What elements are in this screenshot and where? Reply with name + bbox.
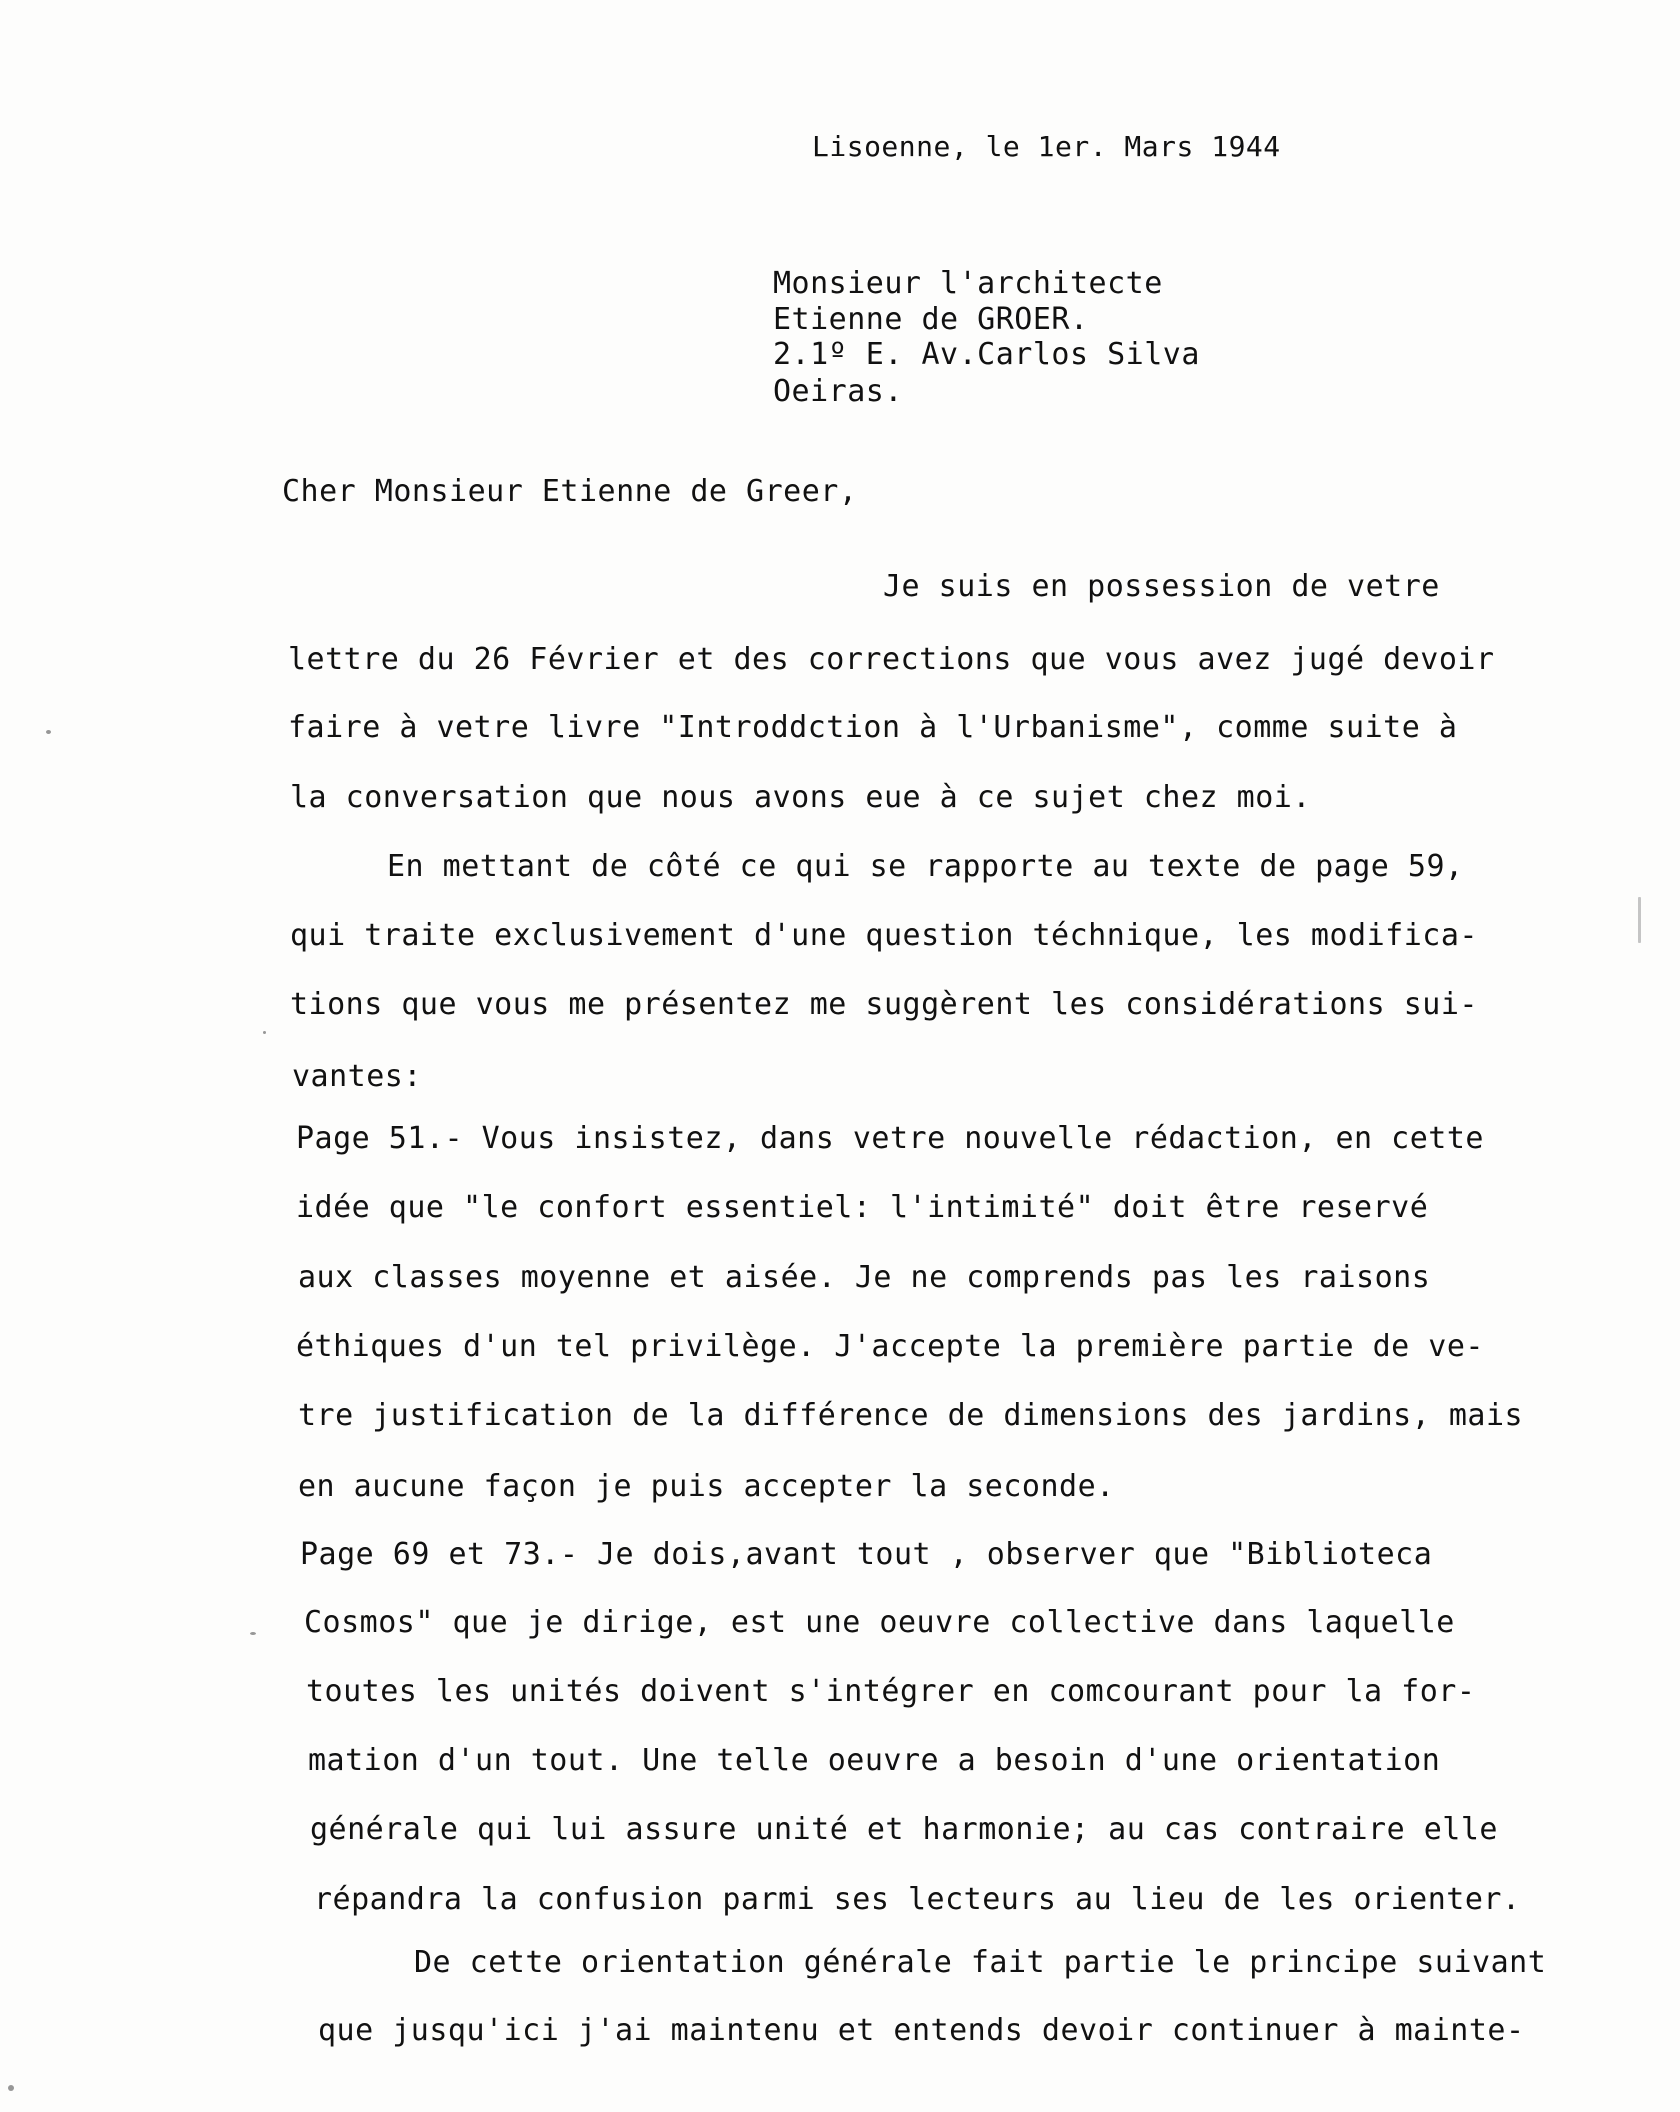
scan-speck <box>8 2085 14 2091</box>
recipient-line: Monsieur l'architecte <box>773 266 1163 301</box>
scan-speck <box>263 1031 266 1034</box>
body-line: que jusqu'ici j'ai maintenu et entends devoir continuer à mainte- <box>318 2013 1525 2048</box>
recipient-line: Oeiras. <box>773 374 903 409</box>
body-line: tions que vous me présentez me suggèrent les considérations sui- <box>290 987 1478 1022</box>
scan-speck <box>250 1632 256 1635</box>
body-line: Page 69 et 73.- Je dois,avant tout , observer que "Biblioteca <box>300 1537 1433 1572</box>
body-line: vantes: <box>292 1059 422 1094</box>
salutation: Cher Monsieur Etienne de Greer, <box>282 474 858 509</box>
body-line: Cosmos" que je dirige, est une oeuvre collective dans laquelle <box>304 1605 1455 1640</box>
body-line: aux classes moyenne et aisée. Je ne comprends pas les raisons <box>298 1260 1431 1295</box>
body-line: qui traite exclusivement d'une question téchnique, les modifica- <box>290 918 1478 953</box>
body-line: En mettant de côté ce qui se rapporte au texte de page 59, <box>387 849 1464 884</box>
recipient-line: 2.1º E. Av.Carlos Silva <box>773 337 1200 372</box>
body-line: faire à vetre livre "Introddction à l'Urbanisme", comme suite à <box>288 710 1458 745</box>
scan-speck <box>46 730 51 734</box>
body-line: éthiques d'un tel privilège. J'accepte la première partie de ve- <box>296 1329 1484 1364</box>
place-date-line: Lisoenne, le 1er. Mars 1944 <box>812 130 1281 163</box>
body-line: en aucune façon je puis accepter la seconde. <box>298 1469 1115 1504</box>
body-line: toutes les unités doivent s'intégrer en comcourant pour la for- <box>306 1674 1476 1709</box>
body-line: Je suis en possession de vetre <box>883 569 1440 604</box>
body-line: la conversation que nous avons eue à ce sujet chez moi. <box>290 780 1311 815</box>
body-line: mation d'un tout. Une telle oeuvre a besoin d'une orientation <box>308 1743 1441 1778</box>
body-line: tre justification de la différence de dimensions des jardins, mais <box>298 1398 1524 1433</box>
body-line: idée que "le confort essentiel: l'intimité" doit être reservé <box>296 1190 1429 1225</box>
recipient-line: Etienne de GROER. <box>773 302 1089 337</box>
body-line: De cette orientation générale fait partie le principe suivant <box>414 1945 1547 1980</box>
body-line: générale qui lui assure unité et harmonie; au cas contraire elle <box>310 1812 1498 1847</box>
body-line: répandra la confusion parmi ses lecteurs au lieu de les orienter. <box>314 1882 1521 1917</box>
body-line: Page 51.- Vous insistez, dans vetre nouvelle rédaction, en cette <box>296 1121 1484 1156</box>
body-line: lettre du 26 Février et des corrections que vous avez jugé devoir <box>288 642 1495 677</box>
scan-speck <box>1638 897 1641 943</box>
